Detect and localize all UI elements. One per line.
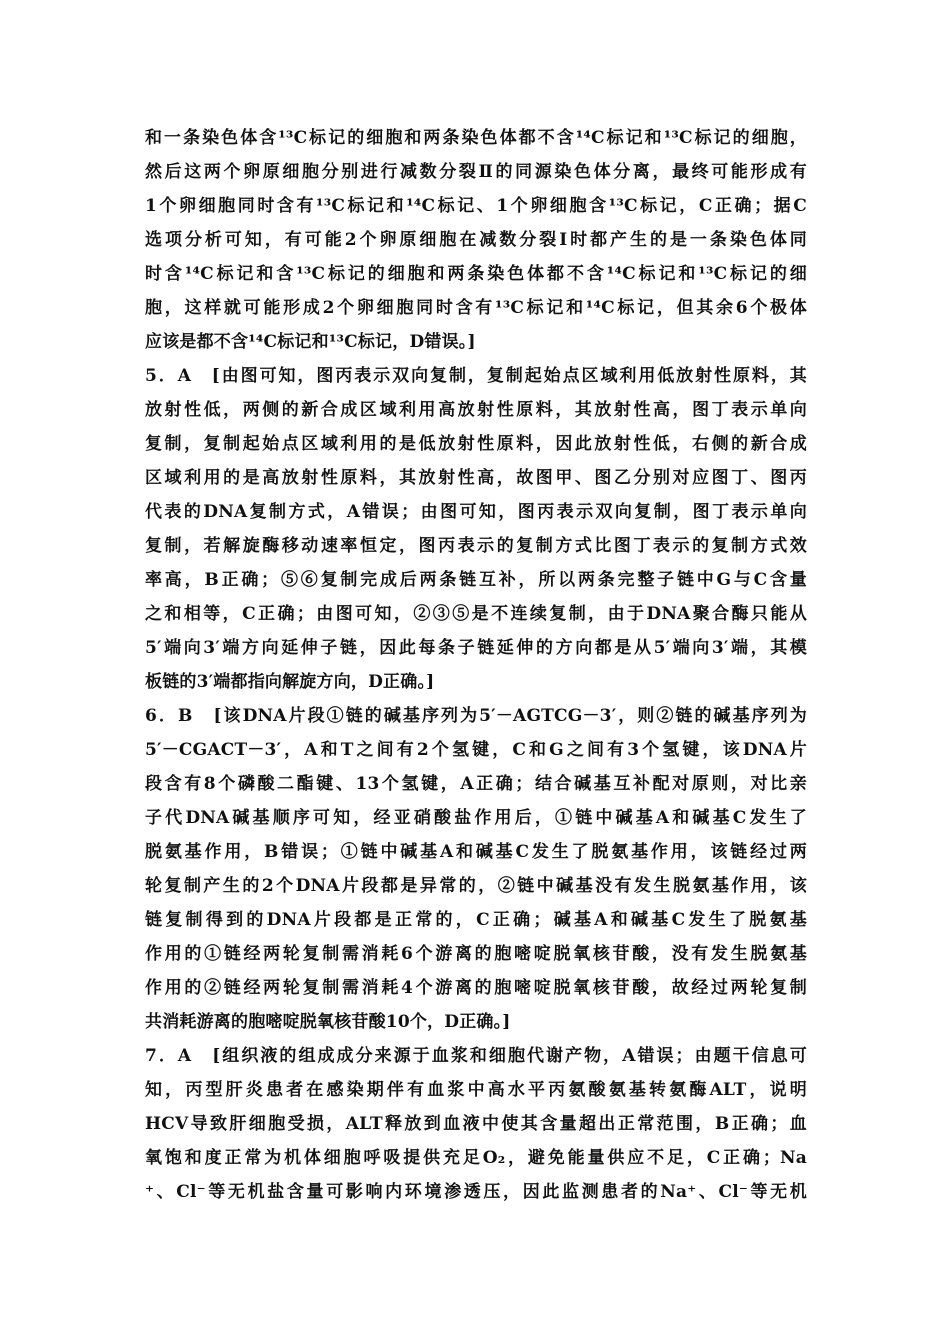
text-line: 5′端向3′端方向延伸子链，因此每条子链延伸的方向都是从5′端向3′端，其模 — [145, 638, 807, 658]
text-line: 共消耗游离的胞嘧啶脱氧核苷酸10个，D正确。] — [145, 1012, 511, 1032]
text-line: 1个卵细胞同时含有¹³C标记和¹⁴C标记、1个卵细胞含¹³C标记，C正确；据C — [145, 196, 807, 216]
answer-7-line: 7．A [组织液的组成成分来源于血浆和细胞代谢产物，A错误；由题干信息可 — [145, 1046, 807, 1066]
text-line: 5′－CGACT－3′，A和T之间有2个氢键，C和G之间有3个氢键，该DNA片 — [145, 740, 807, 760]
text-line: 子代DNA碱基顺序可知，经亚硝酸盐作用后，①链中碱基A和碱基C发生了 — [145, 808, 807, 828]
text-line: 然后这两个卵原细胞分别进行减数分裂Ⅱ的同源染色体分离，最终可能形成有 — [145, 162, 807, 182]
text-line: 选项分析可知，有可能2个卵原细胞在减数分裂Ⅰ时都产生的是一条染色体同 — [145, 230, 807, 250]
text-line: 率高，B正确；⑤⑥复制完成后两条链互补，所以两条完整子链中G与C含量 — [145, 570, 807, 590]
text-line: 板链的3′端都指向解旋方向，D正确。] — [145, 672, 435, 692]
text-line: 胞，这样就可能形成2个卵细胞同时含有¹³C标记和¹⁴C标记，但其余6个极体 — [145, 298, 807, 318]
text-line: HCV导致肝细胞受损，ALT释放到血液中使其含量超出正常范围，B正确；血 — [145, 1114, 807, 1134]
text-line: 应该是都不含¹⁴C标记和¹³C标记，D错误。] — [145, 332, 476, 352]
text-line: 之和相等，C正确；由图可知，②③⑤是不连续复制，由于DNA聚合酶只能从 — [145, 604, 807, 624]
text-line: 区域利用的是高放射性原料，其放射性高，故图甲、图乙分别对应图丁、图丙 — [145, 468, 807, 488]
text-line: 氧饱和度正常为机体细胞呼吸提供充足O₂，避免能量供应不足，C正确；Na — [145, 1148, 807, 1168]
text-line: 知，丙型肝炎患者在感染期伴有血浆中高水平丙氨酸氨基转氨酶ALT，说明 — [145, 1080, 807, 1100]
text-line: 脱氨基作用，B错误；①链中碱基A和碱基C发生了脱氨基作用，该链经过两 — [145, 842, 807, 862]
text-line: 轮复制产生的2个DNA片段都是异常的，②链中碱基没有发生脱氨基作用，该 — [145, 876, 807, 896]
text-line: 代表的DNA复制方式，A错误；由图可知，图丙表示双向复制，图丁表示单向 — [145, 502, 807, 522]
text-line: 作用的①链经两轮复制需消耗6个游离的胞嘧啶脱氧核苷酸，没有发生脱氨基 — [145, 944, 807, 964]
text-line: 复制，若解旋酶移动速率恒定，图丙表示的复制方式比图丁表示的复制方式效 — [145, 536, 807, 556]
text-line: 放射性低，两侧的新合成区域利用高放射性原料，其放射性高，图丁表示单向 — [145, 400, 807, 420]
text-line: 复制，复制起始点区域利用的是低放射性原料，因此放射性低，右侧的新合成 — [145, 434, 807, 454]
text-line: 时含¹⁴C标记和含¹³C标记的细胞和两条染色体都不含¹⁴C标记和¹³C标记的细 — [145, 264, 807, 284]
answer-5-line: 5．A [由图可知，图丙表示双向复制，复制起始点区域利用低放射性原料，其 — [145, 366, 807, 386]
answer-6-line: 6．B [该DNA片段①链的碱基序列为5′－AGTCG－3′，则②链的碱基序列为 — [145, 706, 807, 726]
text-line: 段含有8个磷酸二酯键、13个氢键，A正确；结合碱基互补配对原则，对比亲 — [145, 774, 807, 794]
text-line: ⁺、Cl⁻等无机盐含量可影响内环境渗透压，因此监测患者的Na⁺、Cl⁻等无机 — [145, 1182, 807, 1202]
text-line: 链复制得到的DNA片段都是正常的，C正确；碱基A和碱基C发生了脱氨基 — [145, 910, 807, 930]
text-line: 和一条染色体含¹³C标记的细胞和两条染色体都不含¹⁴C标记和¹³C标记的细胞， — [145, 128, 807, 148]
text-line: 作用的②链经两轮复制需消耗4个游离的胞嘧啶脱氧核苷酸，故经过两轮复制 — [145, 978, 807, 998]
